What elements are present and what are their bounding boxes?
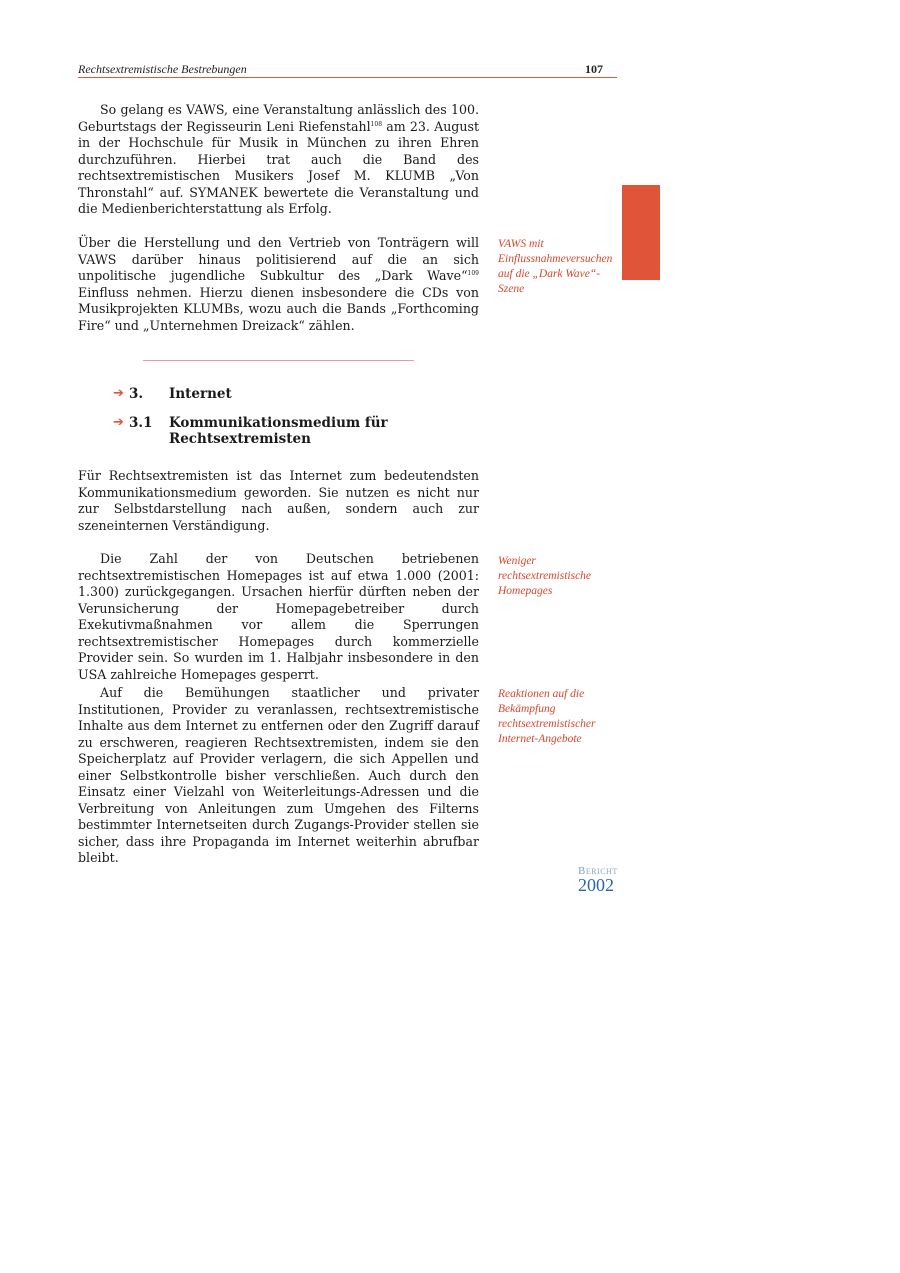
paragraph-homepages-count: Die Zahl der von Deutschen betriebenen rechtsextremistischen Homepages ist auf etwa 1.000 (2001: 1.300) zurückgegangen. Ursachen hierfür dürften neben der Verunsicherung der Homepagebetreiber durch Exekutivmaßnahmen vor allem die Sperrungen rechtsextremistischer Homepages durch kommerzielle Provider sein. So wurden im 1. Halbjahr insbesondere in den USA zahlreiche Homepages gesperrt. <box>78 551 479 682</box>
report-logo <box>578 866 630 893</box>
paragraph-text: Einfluss nehmen. Hierzu dienen insbesondere die CDs von Musikprojekten KLUMBs, wozu auch die Bands „Forthcoming Fire“ und „Unternehmen Dreizack“ zählen. <box>78 284 479 333</box>
paragraph-text: So gelang es VAWS, eine Veranstaltung anlässlich des 100. Geburtstags der Regisseurin Leni Riefenstahl <box>78 102 479 134</box>
report-label: Bericht <box>578 865 618 877</box>
paragraph-reactions: Auf die Bemühungen staatlicher und privater Institutionen, Provider zu veranlassen, rechtsextremistische Inhalte aus dem Internet zu entfernen oder den Zugriff darauf zu erschweren, reagieren Rechtsextremisten, indem sie den Speicherplatz auf Provider verlagern, die sich Appellen und einer Selbstkontrolle bisher verschließen. Auch durch den Einsatz einer Vielzahl von Weiterleitungs-Adressen und die Verbreitung von Anleitungen zum Umgehen des Filterns bestimmter Internetseiten durch Zugangs-Provider stellen sie sicher, dass ihre Propaganda im Internet weiterhin abrufbar bleibt. <box>78 685 479 865</box>
margin-note-vaws: VAWS mit Einflussnahmeversuchen auf die „Dark Wave“-Szene <box>498 238 613 295</box>
paragraph-text: Über die Herstellung und den Vertrieb von Tonträgern will VAWS darüber hinaus politisierend auf die an sich unpolitische jugendliche Subkultur des „Dark Wave“ <box>78 235 479 283</box>
arrow-right-icon: ➔ <box>113 386 124 401</box>
footnote-marker[interactable]: 108 <box>370 120 383 128</box>
footnote-marker[interactable]: 109 <box>467 269 479 277</box>
heading-number: 3.1 <box>129 415 153 431</box>
chapter-tab-marker <box>622 185 660 280</box>
page-number: 107 <box>585 62 603 76</box>
margin-note-reactions: Reaktionen auf die Bekämpfung rechtsextremistischer Internet-Angebote <box>498 688 596 745</box>
heading-text: Internet <box>169 386 232 402</box>
paragraph-dark-wave <box>78 235 479 334</box>
heading-text: Kommunikationsmedium für Rechtsextremisten <box>169 415 388 447</box>
heading-number: 3. <box>129 386 144 402</box>
section-divider <box>143 360 414 361</box>
running-header <box>78 62 617 78</box>
paragraph-vaws-event <box>78 102 479 218</box>
paragraph-text: am 23. August in der Hochschule für Musik in München zu ihren Ehren durchzuführen. Hierbei trat auch die Band des rechtsextremistischen Musikers Josef M. KLUMB „Von Thronstahl“ auf. SYMANEK bewertete die Veranstaltung und die Medienberichterstattung als Erfolg. <box>78 118 480 216</box>
margin-note-homepages: Weniger rechtsextremistische Homepages <box>498 555 592 597</box>
arrow-right-icon: ➔ <box>113 415 124 430</box>
running-title: Rechtsextremistische Bestrebungen <box>78 62 247 76</box>
report-year: 2002 <box>578 875 614 895</box>
paragraph-internet-medium: Für Rechtsextremisten ist das Internet zum bedeutendsten Kommunikationsmedium geworden. Sie nutzen es nicht nur zur Selbstdarstellung nach außen, sondern auch zur szeneinternen Verständigung. <box>78 468 479 533</box>
